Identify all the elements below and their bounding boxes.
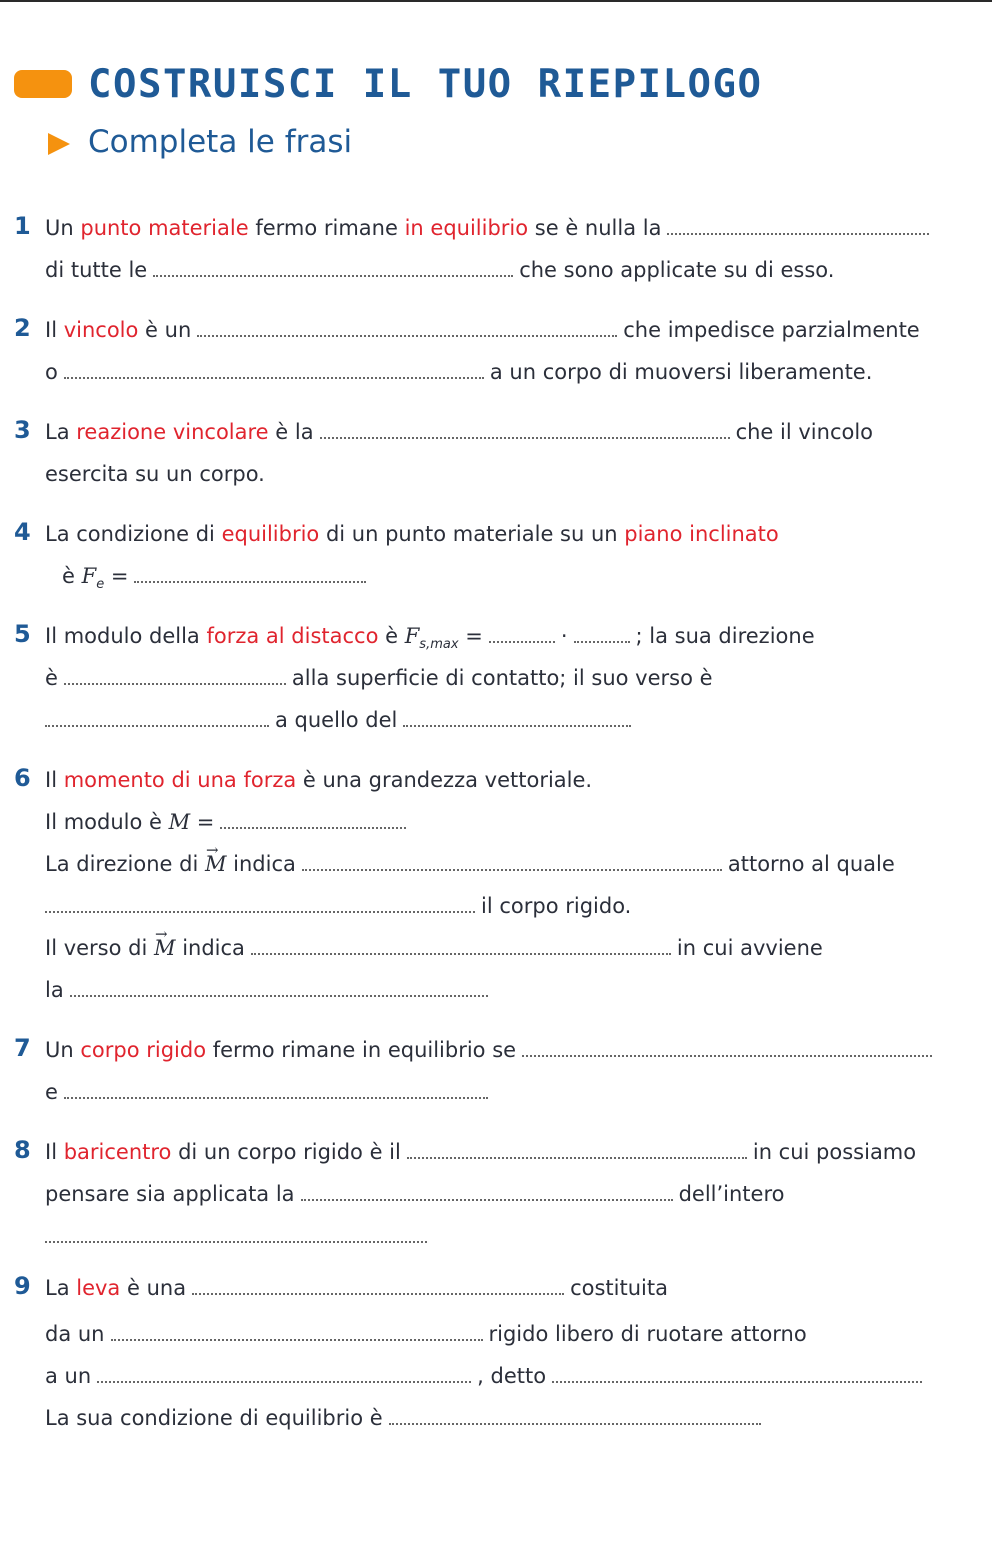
q2-line-2: o a un corpo di muoversi liberamente. — [45, 360, 873, 384]
symbol-F: F — [404, 624, 420, 648]
term-momento-di-una-forza: momento di una forza — [63, 768, 297, 792]
q6-line-1: Il momento di una forza è una grandezza vettoriale. — [45, 768, 593, 792]
blank-field[interactable] — [64, 665, 286, 685]
q1-line-1: Un punto materiale fermo rimane in equilibrio se è nulla la — [45, 213, 935, 243]
q6-line-3: La direzione di → M indica attorno al quale — [45, 849, 895, 879]
play-triangle-icon — [48, 133, 70, 155]
term-leva: leva — [76, 1276, 121, 1300]
blank-field[interactable] — [407, 1139, 747, 1159]
blank-field[interactable] — [403, 707, 631, 727]
question-number-9: 9 — [14, 1272, 31, 1300]
blank-field[interactable] — [153, 257, 513, 277]
question-number-5: 5 — [14, 620, 31, 648]
symbol-F: F — [81, 564, 97, 588]
question-number-1: 1 — [14, 212, 31, 240]
blank-field[interactable] — [302, 851, 722, 871]
top-rule — [0, 0, 992, 2]
blank-field[interactable] — [251, 935, 671, 955]
q4-line-2: è $F_e$ = — [62, 561, 372, 600]
q2-line-1: Il vincolo è un che impedisce parzialmente — [45, 318, 920, 342]
blank-field[interactable] — [667, 215, 929, 235]
q4-line-1: La condizione di equilibrio di un punto materiale su un piano inclinato — [45, 522, 779, 546]
question-number-8: 8 — [14, 1136, 31, 1164]
question-number-4: 4 — [14, 518, 31, 546]
q6-line-2: Il modulo è M = — [45, 807, 412, 837]
blank-field[interactable] — [522, 1037, 932, 1057]
symbol-M: M — [168, 810, 191, 834]
q5-line-3: a quello del — [45, 705, 637, 735]
blank-field[interactable] — [301, 1181, 673, 1201]
q6-line-5: Il verso di → M indica in cui avviene — [45, 933, 823, 963]
blank-field[interactable] — [64, 359, 484, 379]
q5-line-2: è alla superficie di contatto; il suo verso è — [45, 666, 713, 690]
q3-line-1: La reazione vincolare è la che il vincolo — [45, 420, 874, 444]
vector-M-symbol: → M — [154, 933, 176, 963]
term-forza-al-distacco: forza al distacco — [206, 624, 379, 648]
blank-field[interactable] — [70, 977, 488, 997]
blank-field[interactable] — [134, 563, 366, 583]
blank-field[interactable] — [45, 707, 269, 727]
q9-line-3: a un , detto — [45, 1361, 928, 1391]
term-reazione-vincolare: reazione vincolare — [76, 420, 269, 444]
question-number-2: 2 — [14, 314, 31, 342]
q9-line-4: La sua condizione di equilibrio è — [45, 1403, 767, 1433]
blank-field[interactable] — [45, 893, 475, 913]
term-equilibrio: equilibrio — [221, 522, 320, 546]
q6-line-6: la — [45, 975, 494, 1005]
q9-line-2: da un rigido libero di ruotare attorno — [45, 1322, 807, 1346]
blank-field[interactable] — [489, 623, 555, 643]
blank-field[interactable] — [552, 1363, 922, 1383]
blank-field[interactable] — [574, 623, 630, 643]
q5-line-1: Il modulo della forza al distacco è $F_{s,max}$ = · ; la sua direzione — [45, 624, 815, 653]
blank-field[interactable] — [197, 317, 617, 337]
blank-field[interactable] — [389, 1405, 761, 1425]
term-baricentro: baricentro — [63, 1140, 172, 1164]
q8-line-1: Il baricentro di un corpo rigido è il in cui possiamo — [45, 1140, 917, 1164]
q8-line-3 — [45, 1221, 433, 1251]
blank-field[interactable] — [320, 419, 730, 439]
q9-line-1: La leva è una costituita — [45, 1276, 668, 1300]
q8-line-2: pensare sia applicata la dell’intero — [45, 1182, 785, 1206]
blank-field[interactable] — [97, 1363, 471, 1383]
blank-field[interactable] — [220, 809, 406, 829]
blank-field[interactable] — [64, 1079, 488, 1099]
q7-line-1: Un corpo rigido fermo rimane in equilibrio se — [45, 1035, 938, 1065]
question-number-3: 3 — [14, 416, 31, 444]
page-subtitle: Completa le frasi — [88, 124, 353, 160]
q3-line-2: esercita su un corpo. — [45, 462, 265, 486]
blank-field[interactable] — [111, 1321, 483, 1341]
term-punto-materiale: punto materiale — [80, 216, 249, 240]
term-in-equilibrio: in equilibrio — [404, 216, 529, 240]
blank-field[interactable] — [45, 1223, 427, 1243]
q7-line-2: e — [45, 1077, 494, 1107]
page-title: COSTRUISCI IL TUO RIEPILOGO — [88, 62, 763, 107]
blank-field[interactable] — [192, 1275, 564, 1295]
q6-line-4: il corpo rigido. — [45, 891, 631, 921]
term-corpo-rigido: corpo rigido — [80, 1038, 207, 1062]
vector-M-symbol: → M — [205, 849, 227, 879]
orange-badge-icon — [14, 70, 72, 98]
question-number-6: 6 — [14, 764, 31, 792]
term-vincolo: vincolo — [63, 318, 139, 342]
q1-line-2: di tutte le che sono applicate su di esso. — [45, 258, 835, 282]
question-number-7: 7 — [14, 1034, 31, 1062]
term-piano-inclinato: piano inclinato — [624, 522, 779, 546]
